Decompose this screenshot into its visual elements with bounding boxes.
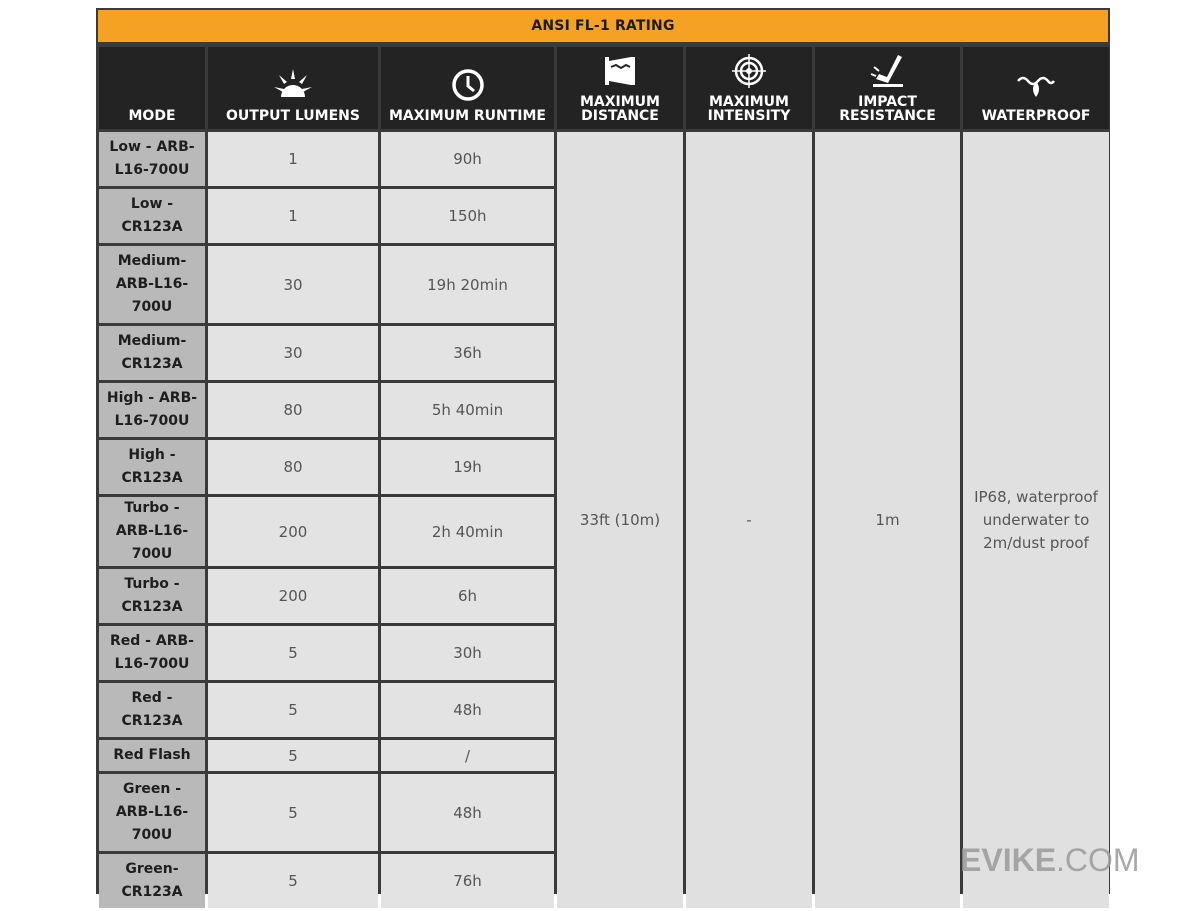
- water-drop-icon: [965, 67, 1107, 107]
- mode-cell: Turbo - ARB-L16-700U: [99, 497, 205, 566]
- mode-cell: Red - ARB-L16-700U: [99, 626, 205, 680]
- header-row: [99, 47, 1109, 129]
- distance-cell: 33ft (10m): [557, 132, 683, 908]
- runtime-cell: 30h: [381, 626, 554, 680]
- lumens-cell: 200: [208, 497, 378, 566]
- runtime-cell: 6h: [381, 569, 554, 623]
- runtime-cell: 48h: [381, 774, 554, 851]
- lumens-cell: 1: [208, 132, 378, 186]
- header-runtime: [381, 47, 554, 129]
- watermark-light: .COM: [1056, 842, 1140, 878]
- waterproof-cell: IP68, waterproof underwater to 2m/dust proof: [963, 132, 1109, 908]
- spec-table: [96, 44, 1112, 911]
- header-runtime-label: MAXIMUM RUNTIME: [389, 108, 546, 124]
- mode-cell: Green-CR123A: [99, 854, 205, 908]
- mode-cell: High - ARB-L16-700U: [99, 383, 205, 437]
- header-waterproof: [963, 47, 1109, 129]
- header-impact: [815, 47, 960, 129]
- table-title: ANSI FL-1 RATING: [98, 10, 1108, 42]
- runtime-cell: 36h: [381, 326, 554, 380]
- runtime-cell: 5h 40min: [381, 383, 554, 437]
- impact-cell: 1m: [815, 132, 960, 908]
- mode-cell: Low - CR123A: [99, 189, 205, 243]
- lumens-cell: 30: [208, 326, 378, 380]
- target-icon: [688, 53, 810, 93]
- runtime-cell: 150h: [381, 189, 554, 243]
- lumens-cell: 5: [208, 683, 378, 737]
- header-output: [208, 47, 378, 129]
- intensity-cell: -: [686, 132, 812, 908]
- lumens-cell: 200: [208, 569, 378, 623]
- beam-distance-icon: [559, 53, 681, 93]
- mode-cell: Low - ARB-L16-700U: [99, 132, 205, 186]
- mode-cell: Turbo - CR123A: [99, 569, 205, 623]
- runtime-cell: 90h: [381, 132, 554, 186]
- lumens-cell: 1: [208, 189, 378, 243]
- header-impact-label: IMPACT RESISTANCE: [839, 94, 936, 124]
- lumens-cell: 5: [208, 774, 378, 851]
- watermark-bold: EVIKE: [960, 842, 1057, 878]
- header-distance: [557, 47, 683, 129]
- impact-icon: [817, 53, 958, 93]
- mode-cell: Red - CR123A: [99, 683, 205, 737]
- mode-cell: Medium-ARB-L16-700U: [99, 246, 205, 323]
- header-mode: [99, 47, 205, 129]
- header-distance-label: MAXIMUM DISTANCE: [579, 94, 660, 124]
- lumens-cell: 30: [208, 246, 378, 323]
- lumens-cell: 80: [208, 383, 378, 437]
- clock-icon: [383, 67, 552, 107]
- table-row: [99, 132, 1109, 186]
- header-intensity: [686, 47, 812, 129]
- lumens-cell: 5: [208, 740, 378, 771]
- header-mode-label: MODE: [128, 108, 176, 124]
- lumens-cell: 5: [208, 626, 378, 680]
- runtime-cell: 2h 40min: [381, 497, 554, 566]
- evike-watermark: [960, 842, 1140, 879]
- runtime-cell: 19h 20min: [381, 246, 554, 323]
- mode-cell: Red Flash: [99, 740, 205, 771]
- sunburst-icon: [210, 67, 376, 107]
- header-output-label: OUTPUT LUMENS: [226, 108, 360, 124]
- runtime-cell: 76h: [381, 854, 554, 908]
- header-intensity-label: MAXIMUM INTENSITY: [707, 94, 791, 124]
- header-waterproof-label: WATERPROOF: [981, 108, 1091, 124]
- mode-cell: High - CR123A: [99, 440, 205, 494]
- runtime-cell: 19h: [381, 440, 554, 494]
- runtime-cell: 48h: [381, 683, 554, 737]
- mode-cell: Medium-CR123A: [99, 326, 205, 380]
- lumens-cell: 5: [208, 854, 378, 908]
- mode-cell: Green - ARB-L16-700U: [99, 774, 205, 851]
- lumens-cell: 80: [208, 440, 378, 494]
- spec-table-container: [96, 8, 1110, 900]
- runtime-cell: /: [381, 740, 554, 771]
